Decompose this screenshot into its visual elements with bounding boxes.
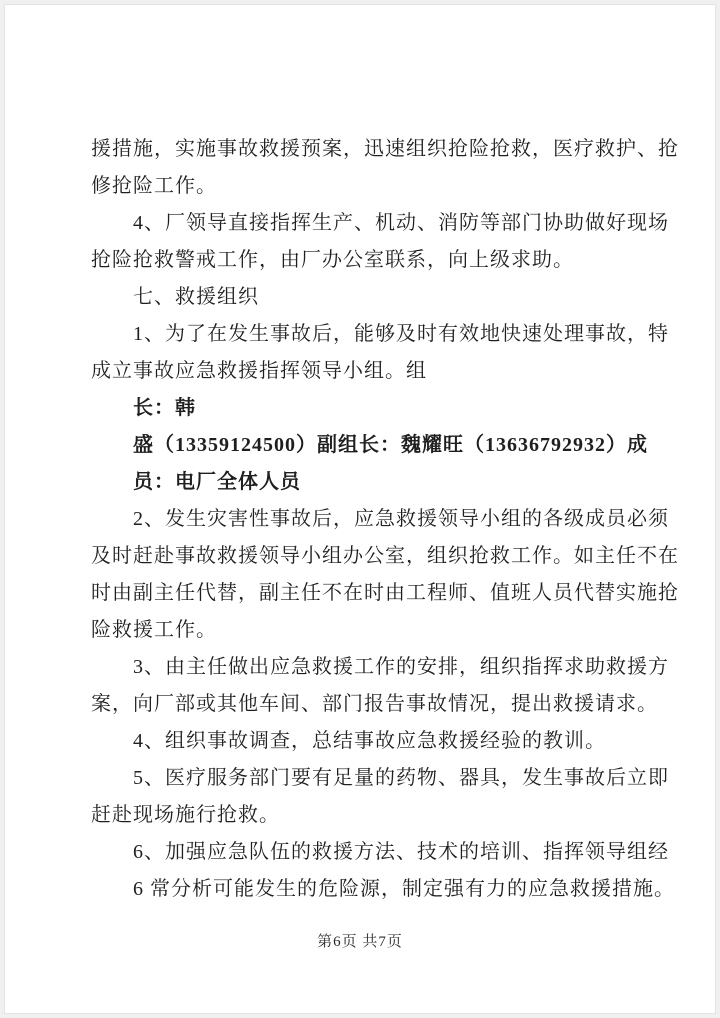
text-line: 修抢险工作。 xyxy=(91,175,217,197)
text-line: 5、医疗服务部门要有足量的药物、器具，发生事故后立即 xyxy=(133,767,669,789)
text-line: 赶赴现场施行抢救。 xyxy=(91,804,280,826)
text-line: 险救援工作。 xyxy=(91,619,217,641)
text-line: 2、发生灾害性事故后，应急救援领导小组的各级成员必须 xyxy=(133,508,669,530)
text-line: 6、加强应急队伍的救援方法、技术的培训、指挥领导组经 xyxy=(133,841,669,863)
text-line: 员：电厂全体人员 xyxy=(133,471,301,493)
document-page xyxy=(4,4,716,1014)
document-body xyxy=(91,131,679,908)
text-line: 1、为了在发生事故后，能够及时有效地快速处理事故，特 xyxy=(133,323,669,345)
text-line: 时由副主任代替，副主任不在时由工程师、值班人员代替实施抢 xyxy=(91,582,679,604)
text-line: 4、组织事故调查，总结事故应急救援经验的教训。 xyxy=(133,730,606,752)
text-line: 援措施，实施事故救援预案，迅速组织抢险抢救，医疗救护、抢 xyxy=(91,138,679,160)
text-line: 及时赶赴事故救援领导小组办公室，组织抢救工作。如主任不在 xyxy=(91,545,679,567)
text-line: 4、厂领导直接指挥生产、机动、消防等部门协助做好现场 xyxy=(133,212,669,234)
text-line: 长：韩 xyxy=(133,397,196,419)
text-line: 3、由主任做出应急救援工作的安排，组织指挥求助救援方 xyxy=(133,656,669,678)
text-line: 七、救援组织 xyxy=(133,286,259,308)
text-line: 盛（13359124500）副组长：魏耀旺（13636792932）成 xyxy=(133,434,648,456)
text-line: 6 常分析可能发生的危险源，制定强有力的应急救援措施。 xyxy=(133,878,675,900)
text-line: 抢险抢救警戒工作，由厂办公室联系，向上级求助。 xyxy=(91,249,574,271)
page-number-footer: 第6页 共7页 xyxy=(317,934,403,950)
text-line: 案，向厂部或其他车间、部门报告事故情况，提出救援请求。 xyxy=(91,693,658,715)
text-line: 成立事故应急救援指挥领导小组。组 xyxy=(91,360,427,382)
